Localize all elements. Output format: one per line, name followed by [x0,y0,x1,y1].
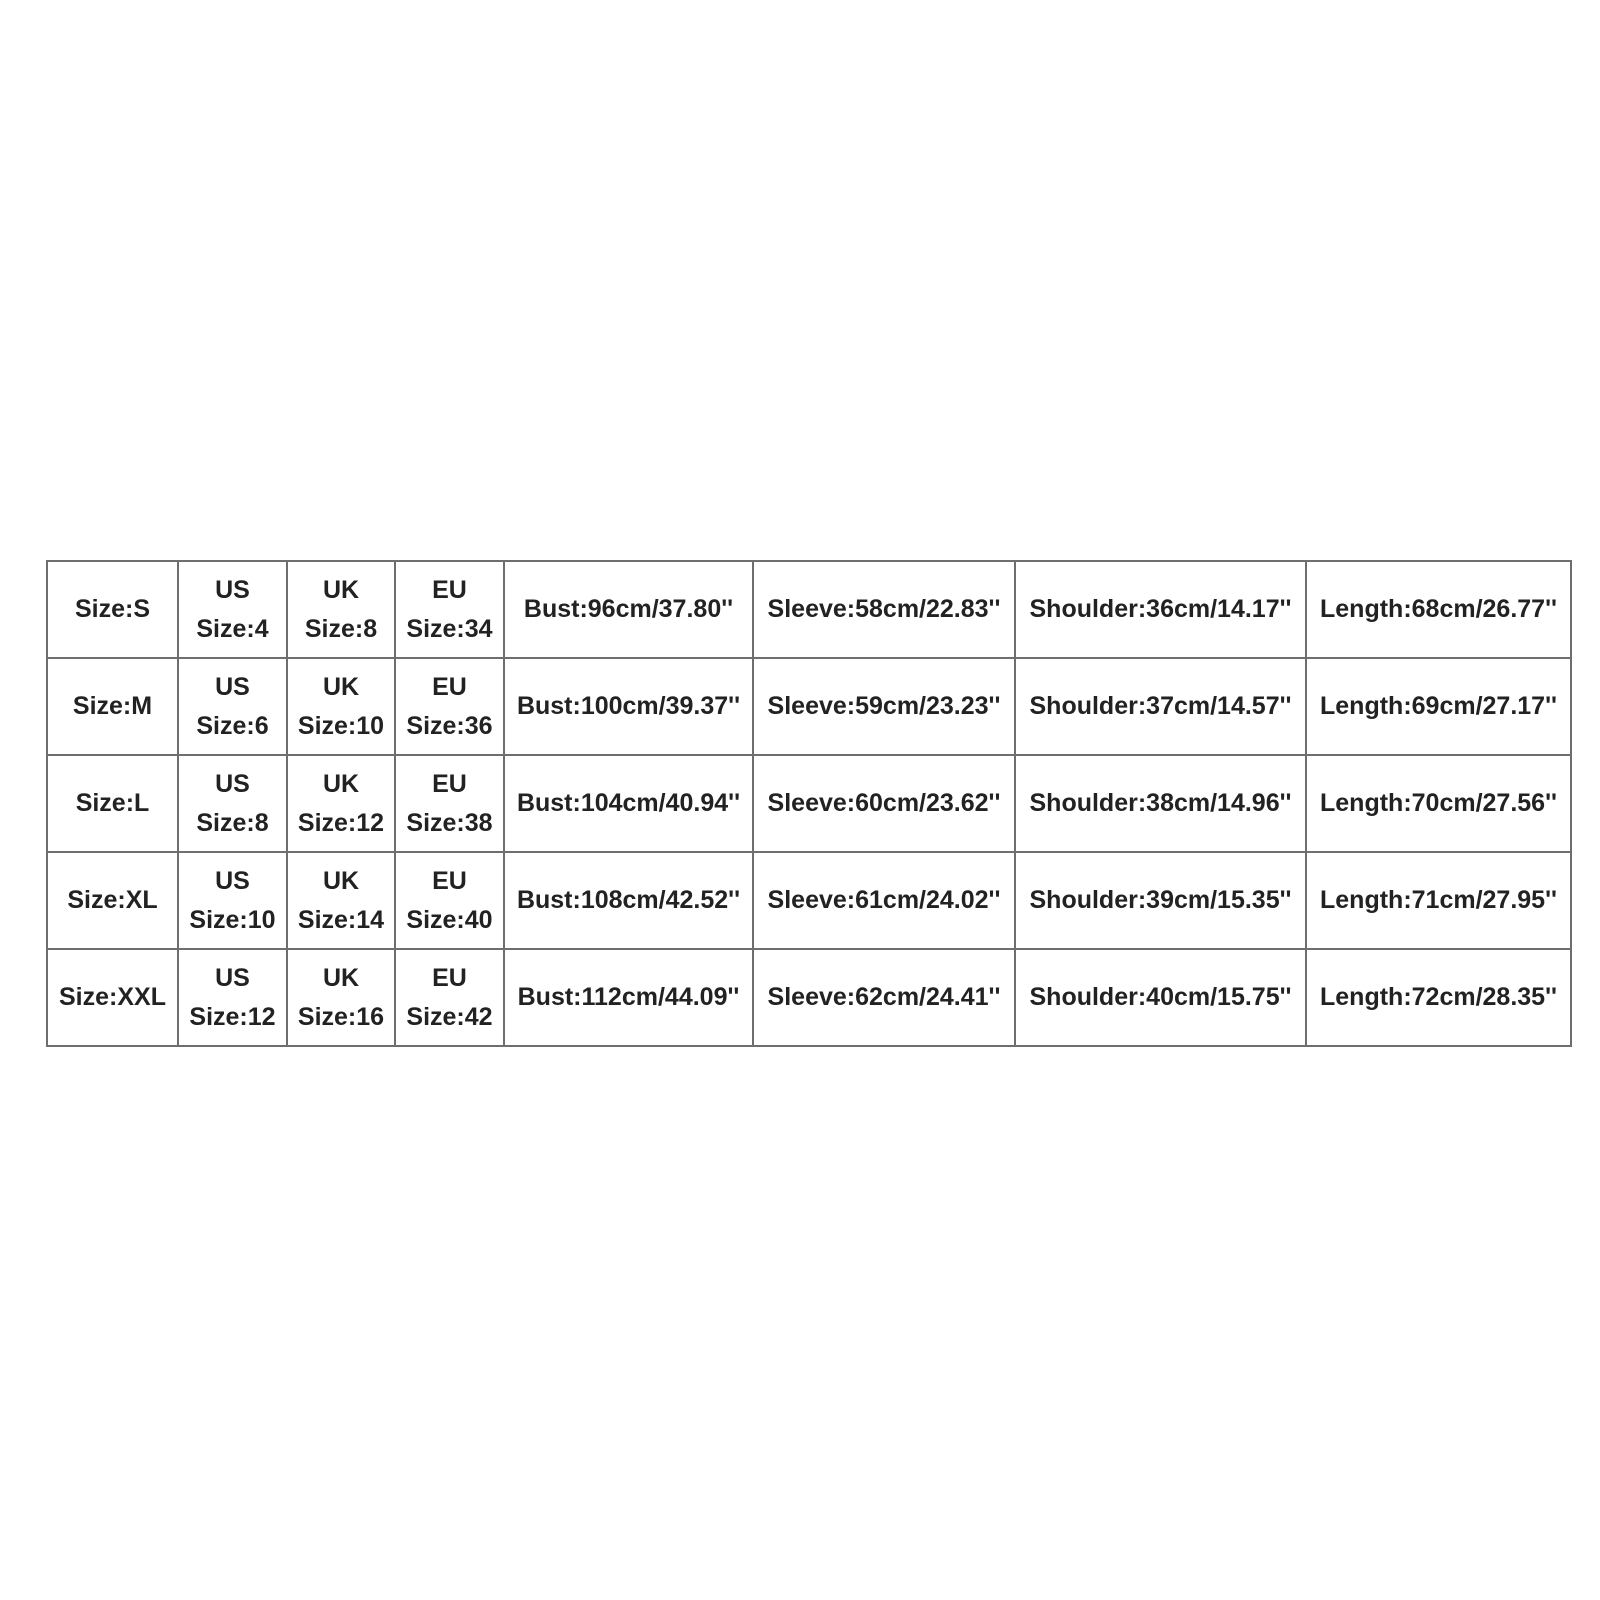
uk-top-text: UK [322,866,360,895]
eu-top-text: EU [432,769,467,798]
table-row [47,658,1571,755]
shoulder-cell [1015,755,1306,852]
uk-size-cell [287,755,395,852]
bust-text: Bust:108cm/42.52'' [516,886,741,914]
size-chart-table [46,560,1572,1047]
bust-text: Bust:104cm/40.94'' [516,789,741,817]
bust-cell [504,949,753,1046]
eu-size-cell [395,755,504,852]
us-top-text: US [215,866,250,895]
size-text: Size:XL [67,886,158,914]
length-cell [1306,949,1571,1046]
length-text: Length:72cm/28.35'' [1320,983,1557,1011]
length-cell [1306,658,1571,755]
size-cell [47,561,178,658]
size-cell [47,658,178,755]
size-text: Size:S [74,595,151,623]
us-size-cell [178,658,287,755]
length-text: Length:68cm/26.77'' [1320,595,1557,623]
eu-bottom-text: Size:38 [406,808,493,837]
eu-top-text: EU [432,575,467,604]
uk-size-cell [287,852,395,949]
size-text: Size:L [75,789,150,817]
shoulder-text: Shoulder:40cm/15.75'' [1029,983,1292,1011]
size-chart-body [47,561,1571,1046]
shoulder-text: Shoulder:36cm/14.17'' [1029,595,1292,623]
eu-size-cell [395,658,504,755]
us-bottom-text: Size:8 [196,808,269,837]
shoulder-cell [1015,561,1306,658]
size-cell [47,852,178,949]
length-cell [1306,561,1571,658]
uk-bottom-text: Size:12 [297,808,385,837]
shoulder-cell [1015,852,1306,949]
uk-size-cell [287,658,395,755]
length-cell [1306,755,1571,852]
uk-size-cell [287,949,395,1046]
table-row [47,852,1571,949]
eu-bottom-text: Size:42 [406,1002,493,1031]
uk-bottom-text: Size:14 [297,905,385,934]
uk-top-text: UK [322,672,360,701]
bust-text: Bust:96cm/37.80'' [523,595,734,623]
sleeve-text: Sleeve:62cm/24.41'' [767,983,1001,1011]
us-top-text: US [215,963,250,992]
us-bottom-text: Size:10 [189,905,276,934]
shoulder-text: Shoulder:37cm/14.57'' [1029,692,1292,720]
us-top-text: US [215,769,250,798]
table-row [47,561,1571,658]
length-cell [1306,852,1571,949]
uk-bottom-text: Size:16 [297,1002,385,1031]
shoulder-cell [1015,658,1306,755]
eu-size-cell [395,949,504,1046]
eu-top-text: EU [432,672,467,701]
sleeve-text: Sleeve:61cm/24.02'' [767,886,1001,914]
uk-top-text: UK [322,769,360,798]
uk-top-text: UK [322,575,360,604]
eu-top-text: EU [432,963,467,992]
uk-bottom-text: Size:10 [297,711,385,740]
table-row [47,755,1571,852]
bust-cell [504,755,753,852]
us-size-cell [178,852,287,949]
us-size-cell [178,949,287,1046]
size-cell [47,949,178,1046]
eu-bottom-text: Size:40 [406,905,493,934]
sleeve-text: Sleeve:60cm/23.62'' [767,789,1001,817]
length-text: Length:71cm/27.95'' [1320,886,1557,914]
us-bottom-text: Size:6 [196,711,269,740]
size-text: Size:M [72,692,153,720]
shoulder-text: Shoulder:39cm/15.35'' [1029,886,1292,914]
size-cell [47,755,178,852]
eu-size-cell [395,852,504,949]
length-text: Length:70cm/27.56'' [1320,789,1557,817]
length-text: Length:69cm/27.17'' [1320,692,1557,720]
us-size-cell [178,561,287,658]
sleeve-text: Sleeve:58cm/22.83'' [767,595,1001,623]
eu-bottom-text: Size:34 [406,614,493,643]
us-top-text: US [215,672,250,701]
sleeve-cell [753,755,1015,852]
sleeve-text: Sleeve:59cm/23.23'' [767,692,1001,720]
us-bottom-text: Size:4 [196,614,269,643]
table-row [47,949,1571,1046]
eu-bottom-text: Size:36 [406,711,493,740]
us-top-text: US [215,575,250,604]
uk-top-text: UK [322,963,360,992]
bust-text: Bust:112cm/44.09'' [517,983,740,1011]
sleeve-cell [753,949,1015,1046]
shoulder-text: Shoulder:38cm/14.96'' [1029,789,1292,817]
bust-text: Bust:100cm/39.37'' [516,692,741,720]
uk-size-cell [287,561,395,658]
us-size-cell [178,755,287,852]
us-bottom-text: Size:12 [189,1002,276,1031]
sleeve-cell [753,852,1015,949]
eu-top-text: EU [432,866,467,895]
eu-size-cell [395,561,504,658]
bust-cell [504,658,753,755]
sleeve-cell [753,658,1015,755]
shoulder-cell [1015,949,1306,1046]
bust-cell [504,852,753,949]
size-text: Size:XXL [59,983,166,1011]
sleeve-cell [753,561,1015,658]
bust-cell [504,561,753,658]
uk-bottom-text: Size:8 [304,614,378,643]
